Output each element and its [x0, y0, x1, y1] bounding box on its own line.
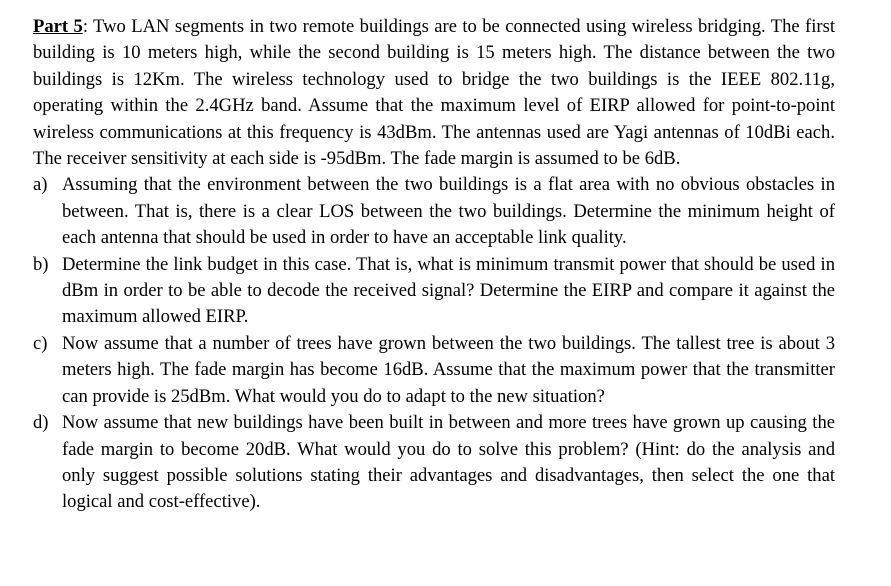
- question-b: [33, 252, 835, 331]
- question-b-letter: b): [33, 253, 49, 275]
- part-label: Part 5: [33, 16, 83, 37]
- question-a: [33, 172, 835, 251]
- intro-text: Two LAN segments in two remote buildings are to be connected using wireless bridging. The first building is 10 meters high, while the second building is 15 meters high. The distance between the two buildings is 12Km. The wireless technology used to bridge the two buildings is the IEEE 802.11g, operating within the 2.4GHz band. Assume that the maximum level of EIRP allowed for point-to-point wireless communications at this frequency is 43dBm. The antennas used are Yagi antennas of 10dBi each. The receiver sensitivity at each side is -95dBm. The fade margin is assumed to be 6dB.: [33, 16, 835, 170]
- question-c-letter: c): [33, 332, 48, 354]
- question-d: [33, 410, 835, 516]
- question-c: [33, 331, 835, 410]
- part-label-colon: :: [82, 16, 88, 37]
- intro-paragraph: [33, 14, 835, 172]
- question-a-letter: a): [33, 174, 48, 196]
- question-c-text: Now assume that a number of trees have grown between the two buildings. The tallest tree is about 3 meters high. The fade margin has become 16dB. Assume that the maximum power that the transmitter can provide is 25dBm. What would you do to adapt to the new situation?: [62, 332, 835, 407]
- question-b-text: Determine the link budget in this case. That is, what is minimum transmit power that should be used in dBm in order to be able to decode the received signal? Determine the EIRP and compare it against the maximum allowed EIRP.: [62, 253, 835, 328]
- question-a-text: Assuming that the environment between the two buildings is a flat area with no obvious obstacles in between. That is, there is a clear LOS between the two buildings. Determine the minimum height of each antenna that should be used in order to have an acceptable link quality.: [62, 174, 835, 249]
- question-d-letter: d): [33, 412, 49, 434]
- question-d-text: Now assume that new buildings have been built in between and more trees have grown up causing the fade margin to become 20dB. What would you do to solve this problem? (Hint: do the analysis and only suggest possible solutions stating their advantages and disadvantages, then select the one that logical and cost-effective).: [62, 412, 835, 513]
- document-page: [33, 14, 835, 516]
- question-list: [33, 172, 835, 515]
